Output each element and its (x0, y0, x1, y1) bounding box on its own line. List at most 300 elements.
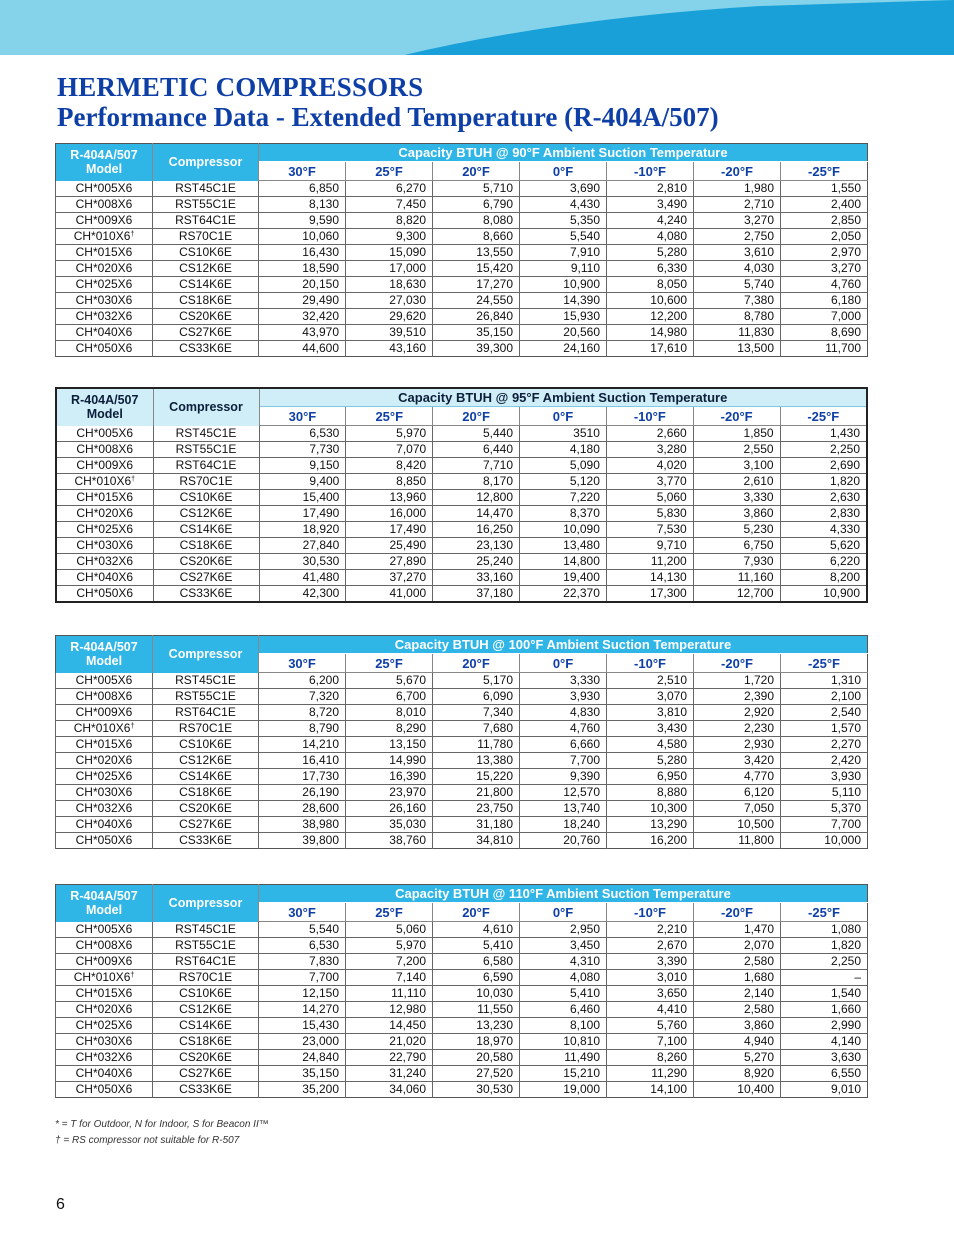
cell-capacity (693, 474, 780, 490)
cell-capacity (694, 801, 781, 817)
cell-capacity (259, 673, 346, 689)
cell-model (56, 737, 153, 753)
cell-capacity (433, 570, 520, 586)
cell-capacity-value: 7,910 (569, 245, 600, 259)
cell-capacity-value: 30,530 (476, 1082, 513, 1096)
cell-model (56, 490, 153, 506)
cell-capacity (694, 769, 781, 785)
cell-capacity (346, 261, 433, 277)
cell-capacity-value: 12,800 (476, 490, 514, 504)
cell-capacity-value: 7,070 (396, 442, 427, 456)
cell-capacity-value: 3,450 (569, 938, 600, 952)
cell-capacity-value: 8,850 (396, 474, 427, 488)
cell-compressor (153, 554, 259, 570)
cell-capacity-value: 17,000 (389, 261, 426, 275)
cell-capacity (259, 1066, 346, 1082)
cell-capacity (520, 293, 607, 309)
cell-capacity-value: 11,200 (650, 554, 687, 568)
cell-capacity-value: 35,150 (476, 325, 513, 339)
cell-capacity (346, 309, 433, 325)
cell-capacity (520, 341, 607, 357)
cell-compressor-value: RST64C1E (175, 458, 237, 472)
cell-capacity-value: 6,660 (569, 737, 600, 751)
cell-capacity (607, 938, 694, 954)
cell-capacity-value: 13,290 (650, 817, 687, 831)
cell-capacity (694, 1066, 781, 1082)
cell-capacity (346, 341, 433, 357)
cell-compressor-value: CS14K6E (179, 522, 233, 536)
table-row (56, 458, 867, 474)
cell-model (56, 181, 153, 197)
cell-compressor (153, 753, 259, 769)
cell-model (56, 197, 153, 213)
cell-capacity-value: 6,530 (309, 426, 340, 440)
cell-compressor (153, 522, 259, 538)
cell-capacity (433, 737, 520, 753)
cell-capacity-value: 1,540 (830, 986, 861, 1000)
cell-capacity-value: 15,400 (302, 490, 340, 504)
cell-capacity-value: 5,620 (829, 538, 860, 552)
cell-capacity-value: 1,660 (830, 1002, 861, 1016)
cell-capacity-value: 7,680 (482, 721, 513, 735)
cell-capacity-value: 39,300 (476, 341, 513, 355)
cell-capacity (346, 1002, 433, 1018)
cell-capacity-value: 15,210 (563, 1066, 600, 1080)
cell-capacity-value: 27,030 (389, 293, 426, 307)
cell-capacity-value: 7,930 (743, 554, 774, 568)
header-temp: -10°F (607, 903, 694, 922)
cell-capacity-value: 2,100 (830, 689, 861, 703)
table-row (56, 817, 868, 833)
cell-model-value: CH*015X6 (75, 245, 133, 259)
cell-model (56, 506, 153, 522)
cell-capacity-value: 7,200 (395, 954, 426, 968)
cell-capacity-value: 10,500 (737, 817, 774, 831)
cell-capacity (607, 1066, 694, 1082)
cell-compressor-value: RST45C1E (175, 425, 237, 440)
cell-capacity-value: 2,710 (743, 197, 774, 211)
cell-capacity-value: 5,110 (831, 785, 861, 799)
footnote-model-suffix: * = T for Outdoor, N for Indoor, S for Beacon II™ (55, 1119, 269, 1130)
cell-capacity (520, 245, 607, 261)
cell-capacity-value: 26,160 (389, 801, 426, 815)
cell-capacity (781, 229, 868, 245)
cell-capacity-value: 2,230 (743, 721, 774, 735)
cell-capacity (607, 785, 694, 801)
cell-compressor-value: CS14K6E (179, 1018, 232, 1032)
cell-capacity (346, 1050, 433, 1066)
cell-capacity (520, 1034, 607, 1050)
header-compressor: Compressor (153, 388, 259, 426)
cell-capacity-value: 7,730 (309, 442, 340, 456)
cell-capacity (607, 277, 694, 293)
header-temp: 25°F (346, 407, 433, 426)
cell-capacity (346, 538, 433, 554)
cell-capacity-value: 9,590 (308, 213, 339, 227)
cell-capacity (781, 721, 868, 737)
cell-capacity (433, 954, 520, 970)
cell-capacity-value: 2,420 (830, 753, 861, 767)
cell-capacity-value: 5,120 (569, 474, 600, 488)
cell-model (56, 833, 153, 849)
cell-capacity-value: 5,060 (395, 922, 426, 936)
dagger-mark: † (131, 476, 136, 483)
cell-capacity-value: 21,800 (476, 785, 513, 799)
cell-compressor-value: RST45C1E (175, 921, 236, 936)
cell-capacity-value: 41,000 (389, 586, 427, 600)
cell-capacity (520, 753, 607, 769)
cell-capacity (346, 721, 433, 737)
cell-capacity-value: 2,250 (830, 954, 861, 968)
cell-capacity (259, 986, 346, 1002)
cell-model (56, 1034, 153, 1050)
cell-capacity-value: 6,590 (482, 970, 513, 984)
cell-capacity-value: 26,840 (476, 309, 513, 323)
cell-model-value: CH*009X6 (76, 458, 134, 472)
cell-compressor (153, 785, 259, 801)
table-row (56, 325, 868, 341)
cell-compressor-value: CS33K6E (179, 1082, 232, 1096)
cell-model (56, 705, 153, 721)
cell-capacity-value: 7,220 (569, 490, 600, 504)
cell-capacity (433, 522, 520, 538)
cell-capacity (346, 522, 433, 538)
cell-capacity (259, 1034, 346, 1050)
cell-capacity-value: 4,020 (656, 458, 687, 472)
footnotes (55, 1117, 269, 1149)
cell-compressor-value: RST55C1E (175, 442, 237, 456)
cell-capacity-value: 4,330 (829, 522, 860, 536)
cell-capacity (433, 554, 520, 570)
cell-capacity-value: 37,180 (476, 586, 514, 600)
cell-capacity-value: 6,850 (308, 181, 339, 195)
cell-capacity-value: 6,460 (569, 1002, 600, 1016)
cell-capacity-value: 31,240 (389, 1066, 426, 1080)
cell-capacity-value: 4,940 (743, 1034, 774, 1048)
header-temp: 30°F (259, 903, 346, 922)
cell-model-value: CH*009X6 (75, 213, 133, 227)
cell-capacity-value: 6,440 (483, 442, 514, 456)
cell-capacity (433, 426, 520, 442)
cell-capacity (520, 1066, 607, 1082)
cell-capacity (781, 1082, 868, 1098)
table-row (56, 785, 868, 801)
cell-compressor (153, 538, 259, 554)
cell-capacity-value: 10,000 (824, 833, 861, 847)
cell-capacity (259, 705, 346, 721)
cell-capacity (433, 474, 520, 490)
cell-capacity-value: 15,220 (476, 769, 513, 783)
table-row (56, 689, 868, 705)
cell-capacity-value: 6,200 (308, 673, 339, 687)
cell-capacity-value: 1,570 (830, 721, 861, 735)
cell-capacity-value: 2,550 (743, 442, 774, 456)
cell-capacity (693, 522, 780, 538)
cell-model (56, 538, 153, 554)
performance-table-95f (55, 387, 868, 603)
cell-model-value: CH*050X6 (76, 586, 134, 600)
cell-capacity (520, 474, 607, 490)
cell-capacity-value: 7,320 (308, 689, 339, 703)
cell-capacity (694, 1082, 781, 1098)
cell-capacity (259, 922, 346, 938)
cell-model-value: CH*032X6 (76, 554, 134, 568)
cell-model-value: CH*020X6 (75, 1002, 133, 1016)
cell-model-value: CH*015X6 (75, 737, 133, 751)
cell-capacity (607, 769, 694, 785)
cell-capacity-value: 3,100 (743, 458, 774, 472)
cell-capacity-value: 5,280 (656, 245, 687, 259)
cell-capacity-value: 6,790 (482, 197, 513, 211)
cell-compressor (153, 1066, 259, 1082)
cell-capacity-value: 9,300 (395, 229, 426, 243)
cell-compressor (153, 426, 259, 442)
cell-capacity-value: 12,980 (389, 1002, 426, 1016)
cell-capacity-value: 4,310 (569, 954, 600, 968)
table-row (56, 801, 868, 817)
cell-capacity (607, 309, 694, 325)
header-temp: -20°F (694, 162, 781, 181)
cell-capacity-value: 8,420 (396, 458, 427, 472)
cell-capacity (606, 522, 693, 538)
cell-capacity (520, 197, 607, 213)
cell-capacity (433, 1082, 520, 1098)
cell-capacity-value: 1,430 (829, 426, 860, 440)
cell-capacity (520, 554, 607, 570)
cell-model-value: CH*009X6 (75, 705, 133, 719)
cell-capacity (780, 458, 867, 474)
performance-table-90f (55, 143, 868, 357)
cell-capacity (433, 586, 520, 603)
cell-capacity (259, 325, 346, 341)
cell-capacity (694, 721, 781, 737)
cell-model (56, 970, 153, 986)
cell-capacity-value: 5,410 (482, 938, 513, 952)
table-row (56, 721, 868, 737)
cell-capacity (607, 721, 694, 737)
cell-capacity (607, 817, 694, 833)
cell-capacity (781, 970, 868, 986)
cell-compressor-value: CS20K6E (179, 1050, 232, 1064)
cell-capacity-value: 5,090 (569, 458, 600, 472)
cell-compressor-value: CS27K6E (179, 325, 232, 339)
cell-capacity-value: 11,780 (477, 737, 513, 751)
cell-capacity (259, 769, 346, 785)
cell-capacity-value: 4,770 (743, 769, 774, 783)
cell-model (56, 1082, 153, 1098)
cell-capacity (780, 554, 867, 570)
cell-capacity-value: 13,230 (476, 1018, 513, 1032)
cell-capacity-value: 34,810 (476, 833, 513, 847)
cell-model (56, 213, 153, 229)
cell-compressor-value: RST55C1E (175, 197, 236, 211)
cell-model (56, 769, 153, 785)
cell-capacity-value: 7,830 (308, 954, 339, 968)
cell-capacity (346, 1066, 433, 1082)
performance-table-110f (55, 884, 868, 1098)
cell-capacity-value: 10,060 (302, 229, 339, 243)
cell-capacity (346, 442, 433, 458)
header-model: R-404A/507 Model (56, 144, 153, 181)
cell-model-value: CH*040X6 (75, 325, 133, 339)
cell-capacity-value: 1,080 (830, 922, 861, 936)
cell-capacity (781, 309, 868, 325)
cell-model (56, 474, 153, 490)
cell-capacity (693, 538, 780, 554)
cell-capacity (433, 1034, 520, 1050)
table-row (56, 586, 867, 603)
cell-capacity (781, 341, 868, 357)
dagger-mark: † (130, 231, 135, 238)
header-banner (0, 0, 954, 60)
cell-capacity (780, 586, 867, 603)
cell-capacity (259, 970, 346, 986)
cell-capacity-value: 29,490 (302, 293, 339, 307)
cell-model (56, 785, 153, 801)
cell-capacity-value: 4,430 (569, 197, 600, 211)
cell-capacity (607, 801, 694, 817)
cell-capacity-value: 7,710 (483, 458, 514, 472)
cell-capacity-value: 22,370 (563, 586, 600, 600)
cell-capacity-value: 7,340 (482, 705, 513, 719)
table-row (56, 261, 868, 277)
cell-capacity (259, 261, 346, 277)
cell-capacity-value: 35,030 (389, 817, 426, 831)
table-row (56, 506, 867, 522)
cell-capacity-value: 3,330 (569, 673, 600, 687)
table-row (56, 277, 868, 293)
cell-model-value: CH*008X6 (75, 197, 133, 211)
cell-capacity (520, 213, 607, 229)
cell-capacity (694, 833, 781, 849)
table-row (56, 1082, 868, 1098)
cell-capacity (781, 954, 868, 970)
cell-capacity-value: 5,540 (308, 922, 339, 936)
cell-capacity (259, 1002, 346, 1018)
cell-model-value: CH*005X6 (75, 180, 133, 195)
header-capacity-caption: Capacity BTUH @ 100°F Ambient Suction Temperature (259, 636, 868, 654)
cell-capacity (694, 309, 781, 325)
cell-capacity-value: 6,950 (656, 769, 687, 783)
cell-capacity-value: 10,900 (563, 277, 600, 291)
cell-capacity (259, 522, 346, 538)
cell-capacity (259, 293, 346, 309)
header-temp: -25°F (781, 903, 868, 922)
cell-capacity (520, 705, 607, 721)
cell-capacity-value: 4,080 (656, 229, 687, 243)
cell-capacity (607, 689, 694, 705)
header-temp: 20°F (433, 903, 520, 922)
cell-model-value: CH*025X6 (75, 1018, 133, 1032)
page-subtitle: Performance Data - Extended Temperature (R-404A/507) (57, 102, 719, 132)
cell-capacity-value: 3510 (573, 426, 600, 440)
cell-capacity (694, 1002, 781, 1018)
performance-table-100f (55, 635, 868, 849)
cell-capacity-value: 17,490 (389, 522, 427, 536)
header-temp: 30°F (259, 407, 346, 426)
cell-compressor-value: CS10K6E (179, 490, 233, 504)
header-temp: 25°F (346, 903, 433, 922)
cell-capacity (781, 938, 868, 954)
cell-capacity (346, 970, 433, 986)
cell-capacity (781, 1066, 868, 1082)
cell-model-value: CH*032X6 (75, 801, 133, 815)
cell-capacity (520, 442, 607, 458)
cell-capacity-value: 10,810 (563, 1034, 600, 1048)
cell-compressor (153, 769, 259, 785)
cell-compressor (153, 197, 259, 213)
cell-capacity (259, 229, 346, 245)
table-row (56, 293, 868, 309)
cell-capacity (433, 277, 520, 293)
cell-capacity-value: 5,970 (395, 938, 426, 952)
cell-capacity (520, 970, 607, 986)
cell-capacity-value: 3,650 (656, 986, 687, 1000)
cell-model-value: CH*008X6 (76, 442, 134, 456)
cell-capacity-value: 16,200 (650, 833, 687, 847)
cell-model-value: CH*020X6 (76, 506, 134, 520)
header-temp: 30°F (259, 162, 346, 181)
cell-capacity-value: 5,830 (656, 506, 687, 520)
cell-model (56, 277, 153, 293)
cell-model (56, 426, 153, 442)
cell-capacity-value: 6,750 (743, 538, 774, 552)
cell-capacity-value: 2,920 (743, 705, 774, 719)
cell-capacity (781, 817, 868, 833)
cell-capacity-value: 2,400 (830, 197, 861, 211)
cell-capacity-value: 2,930 (743, 737, 774, 751)
cell-capacity-value: 17,490 (302, 506, 340, 520)
cell-model-value: CH*020X6 (75, 261, 133, 275)
cell-capacity (346, 570, 433, 586)
cell-compressor (153, 309, 259, 325)
cell-capacity-value: 18,970 (476, 1034, 513, 1048)
cell-model (56, 954, 153, 970)
cell-model (56, 309, 153, 325)
cell-capacity (346, 245, 433, 261)
cell-compressor (153, 293, 259, 309)
cell-capacity-value: 3,280 (656, 442, 687, 456)
cell-capacity-value: 3,860 (743, 506, 774, 520)
cell-capacity (781, 737, 868, 753)
cell-capacity-value: 14,130 (650, 570, 687, 584)
cell-capacity (346, 801, 433, 817)
cell-capacity-value: 7,450 (395, 197, 426, 211)
cell-capacity-value: 43,970 (302, 325, 339, 339)
cell-capacity (606, 570, 693, 586)
cell-capacity-value: 20,150 (302, 277, 339, 291)
cell-capacity (694, 705, 781, 721)
cell-capacity-value: 11,550 (477, 1002, 513, 1016)
cell-capacity (346, 197, 433, 213)
cell-capacity (781, 801, 868, 817)
cell-capacity-value: 2,750 (743, 229, 774, 243)
cell-capacity-value: 9,110 (570, 261, 600, 275)
cell-capacity-value: 19,400 (563, 570, 600, 584)
cell-capacity-value: 8,200 (829, 570, 860, 584)
cell-capacity-value: 8,820 (395, 213, 426, 227)
cell-capacity (520, 801, 607, 817)
cell-capacity (259, 506, 346, 522)
dagger-mark: † (130, 723, 135, 730)
table-row (56, 554, 867, 570)
cell-capacity-value: 18,240 (563, 817, 600, 831)
cell-capacity (693, 442, 780, 458)
cell-capacity-value: 14,800 (563, 554, 600, 568)
header-capacity-caption: Capacity BTUH @ 90°F Ambient Suction Temperature (259, 144, 868, 162)
cell-capacity-value: 14,990 (389, 753, 426, 767)
cell-capacity (607, 1050, 694, 1066)
